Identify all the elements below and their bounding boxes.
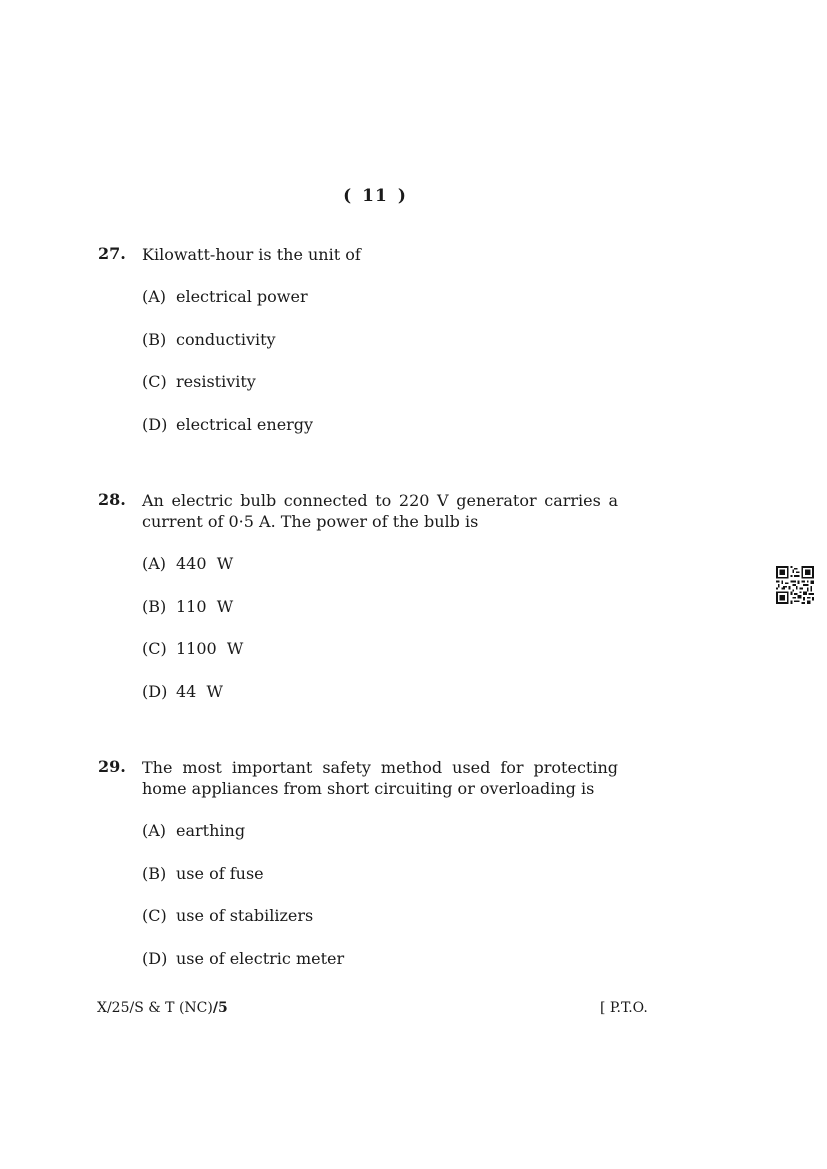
option-text: electrical energy — [176, 414, 314, 434]
option-letter: (B) — [142, 596, 167, 616]
option-letter: (D) — [142, 414, 168, 434]
option-text: use of stabilizers — [176, 906, 314, 925]
option-text: electrical power — [176, 287, 308, 306]
option-text: 110 W — [176, 596, 234, 616]
option-a — [142, 287, 618, 330]
option-letter: (B) — [142, 329, 167, 349]
option-letter: (D) — [142, 948, 168, 968]
question-text: An electric bulb connected to 220 V generator carries a current of 0·5 A. The power of the bulb is — [142, 491, 618, 531]
option-text: 440 W — [176, 554, 234, 573]
option-b — [142, 330, 618, 373]
option-b — [142, 597, 618, 640]
option-letter: (C) — [142, 372, 167, 391]
page-number-open-paren: ( — [343, 186, 353, 206]
option-a — [142, 554, 618, 597]
option-text: 44 W — [176, 681, 223, 701]
option-d — [142, 949, 618, 992]
question-number: 27. — [98, 244, 126, 263]
option-b — [142, 864, 618, 907]
option-list — [142, 287, 618, 457]
option-a — [142, 821, 618, 864]
option-letter: (B) — [142, 863, 167, 883]
page-number-value: 11 — [362, 186, 388, 206]
option-letter: (A) — [142, 287, 167, 306]
option-letter: (D) — [142, 681, 168, 701]
paper-code-prefix: X/25/S & T (NC) — [97, 1000, 213, 1016]
option-text: 1100 W — [176, 639, 244, 658]
option-text: earthing — [176, 821, 246, 840]
page-number-close-paren: ) — [397, 186, 407, 206]
qr-code-icon — [776, 566, 814, 604]
paper-code-suffix: /5 — [212, 1000, 228, 1016]
option-letter: (A) — [142, 554, 167, 573]
option-text: resistivity — [176, 372, 256, 391]
option-c — [142, 906, 618, 949]
option-letter: (C) — [142, 906, 167, 925]
option-c — [142, 372, 618, 415]
question-text: Kilowatt-hour is the unit of — [142, 245, 361, 264]
option-d — [142, 415, 618, 458]
question-29 — [98, 757, 618, 991]
option-letter: (C) — [142, 639, 167, 658]
option-d — [142, 682, 618, 725]
question-27 — [98, 244, 618, 457]
pto-note: [ P.T.O. — [600, 1000, 648, 1016]
option-letter: (A) — [142, 821, 167, 840]
question-text: The most important safety method used for protecting home appliances from short circuiting or overloading is — [142, 758, 618, 798]
option-c — [142, 639, 618, 682]
question-number: 29. — [98, 757, 126, 776]
option-list — [142, 821, 618, 991]
option-text: conductivity — [176, 329, 276, 349]
option-list — [142, 554, 618, 724]
paper-code — [97, 1000, 228, 1016]
question-number: 28. — [98, 490, 126, 509]
question-28 — [98, 490, 618, 724]
option-text: use of fuse — [176, 863, 264, 883]
option-text: use of electric meter — [176, 948, 345, 968]
page-number — [0, 186, 750, 206]
